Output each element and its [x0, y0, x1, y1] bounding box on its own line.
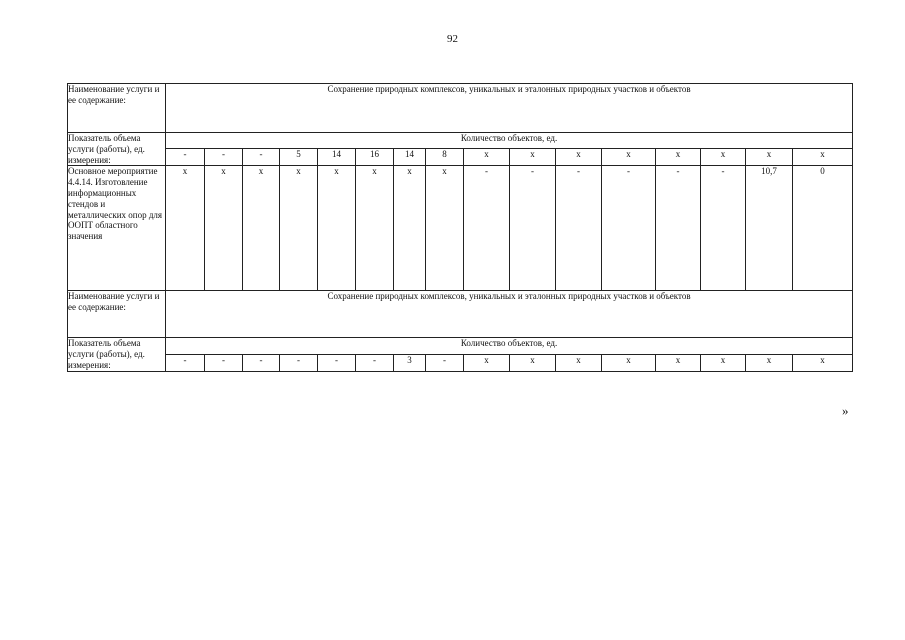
value-cell: x [166, 166, 205, 291]
value-cell: - [205, 354, 243, 371]
service-name-row [68, 291, 853, 338]
value-cell: 10,7 [746, 166, 793, 291]
value-cell: x [464, 149, 510, 166]
value-cell: 14 [394, 149, 426, 166]
value-cell: x [280, 166, 318, 291]
value-cell: 5 [280, 149, 318, 166]
activity-row [68, 166, 853, 291]
value-cell: - [464, 166, 510, 291]
indicator-value: Количество объектов, ед. [166, 133, 853, 149]
value-cell: 8 [426, 149, 464, 166]
program-table [67, 83, 853, 372]
value-cell: x [243, 166, 280, 291]
value-cell: 14 [318, 149, 356, 166]
value-cell: 0 [793, 166, 853, 291]
value-cell: x [701, 354, 746, 371]
service-name-label: Наименование услуги и ее содержание: [68, 291, 166, 338]
value-cell: x [701, 149, 746, 166]
page-number: 92 [447, 33, 458, 45]
value-cell: x [602, 354, 656, 371]
value-cell: 16 [356, 149, 394, 166]
service-name-value: Сохранение природных комплексов, уникальных и эталонных природных участков и объектов [166, 291, 853, 338]
value-cell: - [205, 149, 243, 166]
value-cell: x [394, 166, 426, 291]
service-name-row [68, 84, 853, 133]
value-cell: - [656, 166, 701, 291]
value-cell: x [205, 166, 243, 291]
value-cell: x [556, 149, 602, 166]
value-cell: - [166, 149, 205, 166]
value-cell: - [556, 166, 602, 291]
value-cell: x [426, 166, 464, 291]
activity-label: Основное мероприятие 4.4.14. Изготовление информационных стендов и металлических опор для ООПТ областного значения [68, 166, 166, 291]
value-cell: - [356, 354, 394, 371]
indicator-label: Показатель объема услуги (работы), ед. измерения: [68, 338, 166, 371]
value-cell: - [510, 166, 556, 291]
value-cell: - [426, 354, 464, 371]
value-cell: 3 [394, 354, 426, 371]
value-cell: x [656, 149, 701, 166]
value-cell: - [166, 354, 205, 371]
value-cell: x [602, 149, 656, 166]
value-cell: x [464, 354, 510, 371]
value-cell: x [656, 354, 701, 371]
values-row [68, 149, 853, 166]
value-cell: x [356, 166, 394, 291]
indicator-label: Показатель объема услуги (работы), ед. измерения: [68, 133, 166, 166]
indicator-row [68, 338, 853, 354]
value-cell: - [318, 354, 356, 371]
value-cell: - [602, 166, 656, 291]
value-cell: x [556, 354, 602, 371]
value-cell: - [243, 149, 280, 166]
value-cell: x [793, 354, 853, 371]
service-name-value: Сохранение природных комплексов, уникальных и эталонных природных участков и объектов [166, 84, 853, 133]
value-cell: x [793, 149, 853, 166]
value-cell: - [280, 354, 318, 371]
value-cell: x [746, 354, 793, 371]
value-cell: x [510, 149, 556, 166]
value-cell: - [701, 166, 746, 291]
indicator-row [68, 133, 853, 149]
indicator-value: Количество объектов, ед. [166, 338, 853, 354]
service-name-label: Наименование услуги и ее содержание: [68, 84, 166, 133]
value-cell: x [318, 166, 356, 291]
value-cell: - [243, 354, 280, 371]
value-cell: x [746, 149, 793, 166]
values-row [68, 354, 853, 371]
value-cell: x [510, 354, 556, 371]
closing-quote: » [842, 403, 849, 418]
